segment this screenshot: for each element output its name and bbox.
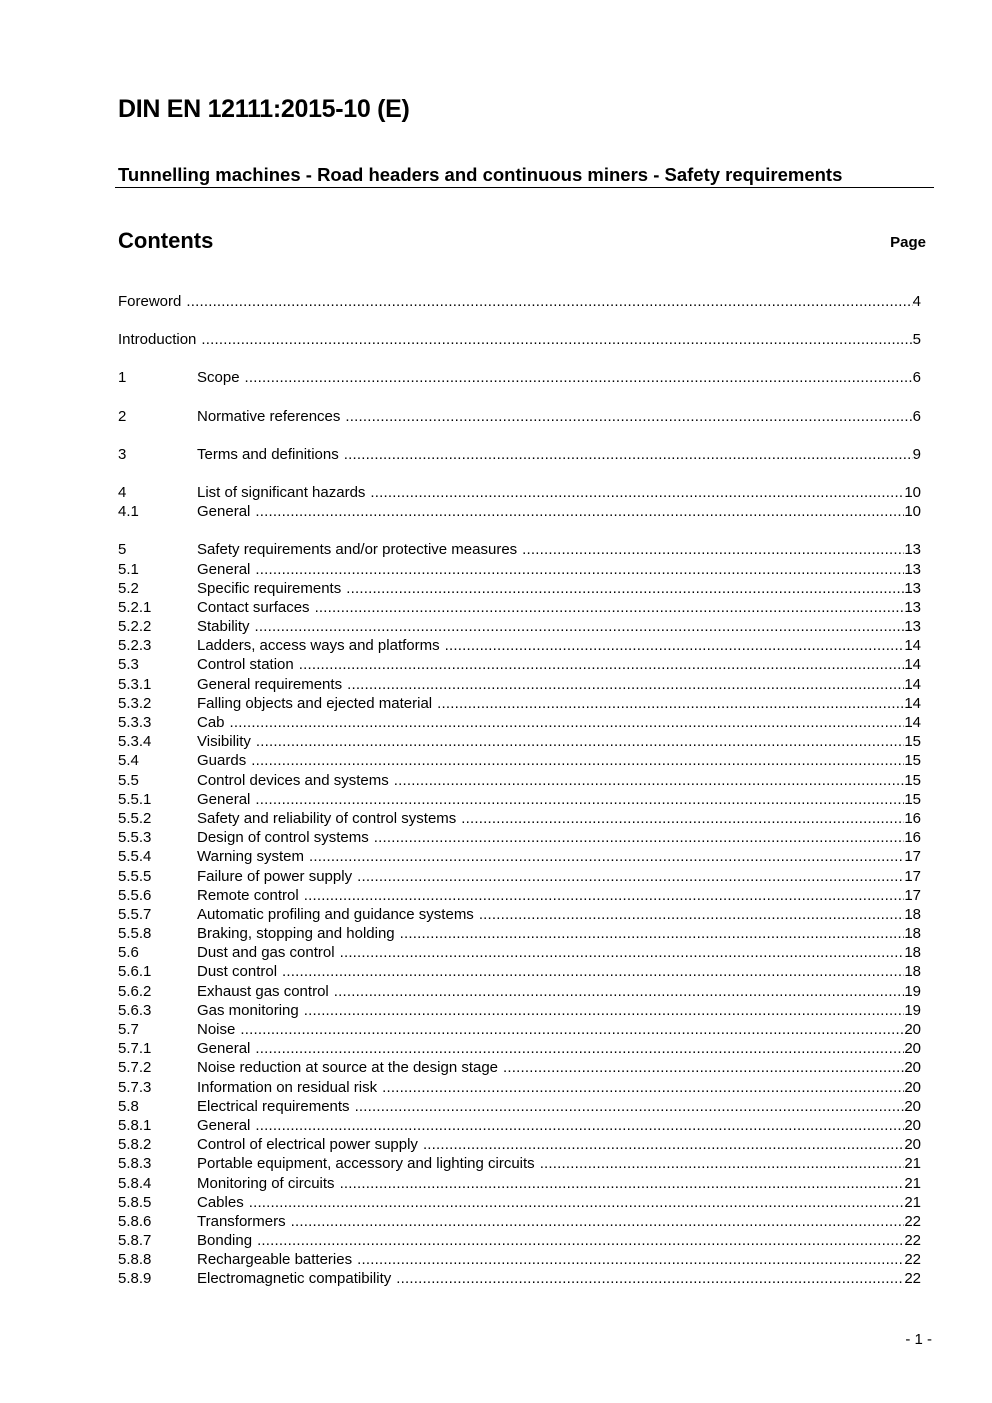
toc-entry-title: List of significant hazards [197, 483, 366, 501]
toc-entry-title: Noise [197, 1021, 236, 1038]
toc-entry[interactable] [118, 886, 921, 905]
toc-dot-leader [400, 924, 905, 943]
toc-entry[interactable] [118, 828, 921, 847]
toc-entry-page: 17 [904, 848, 921, 866]
toc-entry-title: Safety requirements and/or protective measures [197, 541, 518, 559]
toc-entry-page: 13 [904, 541, 921, 559]
toc-entry[interactable] [118, 330, 921, 349]
toc-entry-title: Transformers [197, 1212, 286, 1230]
toc-entry-title: General [197, 790, 251, 808]
toc-dot-leader [370, 483, 904, 502]
toc-entry-number: 5.8.6 [118, 1212, 152, 1230]
toc-entry-number: 5.5.1 [118, 790, 152, 808]
toc-entry-number: 2 [118, 407, 127, 425]
toc-entry[interactable] [118, 809, 921, 828]
toc-dot-leader [255, 502, 904, 521]
toc-entry-page: 16 [904, 829, 921, 847]
toc-entry-page: 16 [904, 809, 921, 827]
page-column-heading: Page [890, 234, 926, 251]
toc-entry-number: 5.2 [118, 579, 139, 597]
toc-entry-title: Dust and gas control [197, 944, 335, 962]
toc-entry-page: 21 [904, 1155, 921, 1173]
toc-entry[interactable] [118, 867, 921, 886]
toc-dot-leader [345, 407, 912, 426]
toc-entry-number: 5.3.1 [118, 675, 152, 693]
toc-entry-title: Contact surfaces [197, 598, 310, 616]
toc-entry[interactable] [118, 368, 921, 387]
toc-entry-title: Foreword [118, 293, 182, 310]
toc-entry-title: Stability [197, 618, 250, 636]
toc-entry-number: 5.8.5 [118, 1193, 152, 1211]
toc-entry[interactable] [118, 407, 921, 426]
toc-entry-page: 20 [904, 1078, 921, 1096]
toc-entry-page: 17 [904, 886, 921, 904]
toc-entry-title: Gas monitoring [197, 1001, 299, 1019]
toc-entry-number: 5.6.1 [118, 963, 152, 981]
toc-dot-leader [291, 1212, 905, 1231]
toc-entry[interactable] [118, 1078, 921, 1097]
toc-entry-page: 6 [912, 369, 921, 387]
toc-entry[interactable] [118, 771, 921, 790]
toc-entry[interactable] [118, 675, 921, 694]
toc-dot-leader [256, 732, 904, 751]
toc-entry-number: 5.8.4 [118, 1174, 152, 1192]
toc-dot-leader [540, 1154, 905, 1173]
toc-entry[interactable] [118, 1097, 921, 1116]
toc-dot-leader [479, 905, 905, 924]
toc-entry-title: Remote control [197, 886, 299, 904]
toc-entry-page: 5 [912, 331, 921, 349]
toc-entry[interactable] [118, 1269, 921, 1288]
toc-dot-leader [394, 771, 905, 790]
toc-entry-title: Visibility [197, 733, 251, 751]
title-divider [115, 187, 934, 188]
toc-dot-leader [255, 560, 904, 579]
toc-dot-leader [201, 330, 912, 349]
toc-entry-page: 20 [904, 1040, 921, 1058]
toc-dot-leader [357, 1250, 904, 1269]
toc-entry-number: 5.8.8 [118, 1251, 152, 1269]
toc-entry-page: 14 [904, 694, 921, 712]
toc-entry-number: 5.7.2 [118, 1059, 152, 1077]
toc-entry[interactable] [118, 713, 921, 732]
toc-entry[interactable] [118, 1001, 921, 1020]
toc-entry[interactable] [118, 1135, 921, 1154]
table-of-contents [118, 292, 921, 1289]
toc-dot-leader [230, 713, 905, 732]
toc-dot-leader [255, 1116, 904, 1135]
toc-entry-title: Portable equipment, accessory and lighting circuits [197, 1155, 535, 1173]
toc-entry[interactable] [118, 751, 921, 770]
toc-entry-number: 5.6.2 [118, 982, 152, 1000]
toc-dot-leader [522, 540, 904, 559]
toc-entry-page: 22 [904, 1232, 921, 1250]
toc-entry-number: 5.7.1 [118, 1040, 152, 1058]
toc-entry-page: 22 [904, 1270, 921, 1288]
toc-entry-page: 22 [904, 1212, 921, 1230]
toc-entry-title: Guards [197, 752, 247, 770]
document-title: Tunnelling machines - Road headers and continuous miners - Safety requirements [118, 164, 843, 185]
toc-dot-leader [382, 1078, 904, 1097]
toc-entry-number: 5.5.5 [118, 867, 152, 885]
toc-entry-page: 18 [904, 963, 921, 981]
toc-entry-page: 14 [904, 675, 921, 693]
toc-entry[interactable] [118, 694, 921, 713]
toc-entry-title: Warning system [197, 848, 304, 866]
toc-entry[interactable] [118, 1250, 921, 1269]
toc-entry-title: Failure of power supply [197, 867, 353, 885]
toc-entry-number: 3 [118, 445, 127, 463]
toc-entry-page: 10 [904, 483, 921, 501]
toc-entry-title: Cab [197, 714, 225, 731]
toc-dot-leader [315, 598, 905, 617]
toc-entry-page: 13 [904, 598, 921, 616]
toc-entry-number: 5.8 [118, 1097, 139, 1115]
toc-entry-page: 20 [904, 1116, 921, 1134]
toc-entry-title: Control of electrical power supply [197, 1136, 418, 1154]
toc-entry-number: 4 [118, 483, 127, 501]
toc-entry[interactable] [118, 655, 921, 674]
toc-dot-leader [255, 1039, 904, 1058]
toc-entry[interactable] [118, 790, 921, 809]
toc-entry[interactable] [118, 560, 921, 579]
toc-dot-leader [347, 675, 904, 694]
toc-entry-title: General [197, 1116, 251, 1134]
toc-entry-number: 5.5.6 [118, 886, 152, 904]
toc-entry[interactable] [118, 924, 921, 943]
toc-dot-leader [249, 1193, 905, 1212]
toc-dot-leader [255, 790, 904, 809]
toc-dot-leader [309, 847, 904, 866]
contents-heading: Contents [118, 228, 214, 253]
toc-dot-leader [344, 445, 913, 464]
toc-entry-page: 21 [904, 1174, 921, 1192]
toc-entry-page: 9 [912, 445, 921, 463]
toc-entry-title: Braking, stopping and holding [197, 925, 395, 943]
toc-dot-leader [245, 368, 913, 387]
toc-entry-page: 14 [904, 637, 921, 655]
toc-entry-page: 13 [904, 579, 921, 597]
toc-dot-leader [357, 867, 904, 886]
toc-entry-number: 5.3.4 [118, 733, 152, 751]
toc-entry-number: 5.8.3 [118, 1155, 152, 1173]
toc-entry-number: 5 [118, 541, 127, 559]
toc-entry-title: General [197, 1040, 251, 1058]
toc-entry[interactable] [118, 598, 921, 617]
toc-entry[interactable] [118, 502, 921, 521]
toc-entry[interactable] [118, 1154, 921, 1173]
toc-entry-title: General [197, 503, 251, 521]
toc-dot-leader [304, 886, 905, 905]
toc-entry-title: Monitoring of circuits [197, 1174, 335, 1192]
toc-entry-page: 15 [904, 752, 921, 770]
toc-entry-page: 20 [904, 1021, 921, 1038]
toc-entry[interactable] [118, 1231, 921, 1250]
toc-entry[interactable] [118, 540, 921, 559]
toc-entry-number: 5.7 [118, 1021, 139, 1038]
toc-entry[interactable] [118, 1039, 921, 1058]
toc-entry-title: General requirements [197, 675, 343, 693]
toc-entry-title: Specific requirements [197, 579, 342, 597]
toc-entry-number: 5.5.8 [118, 925, 152, 943]
toc-entry[interactable] [118, 636, 921, 655]
toc-entry-number: 5.2.1 [118, 598, 152, 616]
toc-entry[interactable] [118, 579, 921, 598]
toc-entry-number: 5.6.3 [118, 1001, 152, 1019]
toc-dot-leader [445, 636, 905, 655]
toc-entry-number: 5.3 [118, 656, 139, 674]
toc-entry-page: 14 [904, 656, 921, 674]
toc-entry-page: 10 [904, 503, 921, 521]
toc-dot-leader [340, 943, 905, 962]
toc-entry-title: Cables [197, 1193, 244, 1211]
toc-entry[interactable] [118, 617, 921, 636]
toc-dot-leader [374, 828, 905, 847]
toc-entry-page: 15 [904, 733, 921, 751]
toc-entry-title: Automatic profiling and guidance systems [197, 905, 474, 923]
toc-entry[interactable] [118, 1020, 921, 1039]
toc-entry-page: 15 [904, 771, 921, 789]
toc-entry-number: 5.1 [118, 560, 139, 578]
toc-entry-title: Electromagnetic compatibility [197, 1270, 392, 1288]
toc-entry[interactable] [118, 905, 921, 924]
toc-dot-leader [346, 579, 904, 598]
toc-entry-title: Terms and definitions [197, 445, 339, 463]
toc-entry-title: Safety and reliability of control systems [197, 809, 457, 827]
toc-entry[interactable] [118, 962, 921, 981]
toc-dot-leader [355, 1097, 905, 1116]
toc-entry-page: 18 [904, 905, 921, 923]
toc-entry-number: 5.5.7 [118, 905, 152, 923]
toc-entry-number: 5.8.2 [118, 1136, 152, 1154]
toc-entry[interactable] [118, 292, 921, 311]
document-id: DIN EN 12111:2015-10 (E) [118, 95, 410, 123]
toc-entry-title: Rechargeable batteries [197, 1251, 353, 1269]
toc-entry-title: Normative references [197, 407, 341, 425]
toc-entry-page: 19 [904, 1001, 921, 1019]
toc-entry-number: 5.2.2 [118, 618, 152, 636]
toc-entry-number: 5.5.3 [118, 829, 152, 847]
toc-entry[interactable] [118, 1174, 921, 1193]
toc-entry-title: Control devices and systems [197, 771, 389, 789]
toc-entry-title: Introduction [118, 331, 197, 349]
toc-entry-title: Ladders, access ways and platforms [197, 637, 440, 655]
toc-entry-page: 4 [912, 293, 921, 310]
toc-dot-leader [257, 1231, 904, 1250]
toc-entry-title: Dust control [197, 963, 278, 981]
toc-entry-title: Information on residual risk [197, 1078, 378, 1096]
toc-entry-title: Noise reduction at source at the design stage [197, 1059, 499, 1077]
toc-entry[interactable] [118, 1116, 921, 1135]
toc-dot-leader [299, 655, 905, 674]
toc-entry-number: 5.7.3 [118, 1078, 152, 1096]
toc-entry-number: 5.3.3 [118, 714, 152, 731]
toc-entry-title: Electrical requirements [197, 1097, 350, 1115]
toc-entry-title: General [197, 560, 251, 578]
toc-dot-leader [423, 1135, 904, 1154]
toc-dot-leader [503, 1058, 904, 1077]
toc-dot-leader [186, 292, 912, 311]
page-number: - 1 - [905, 1331, 932, 1348]
toc-entry-page: 22 [904, 1251, 921, 1269]
toc-entry[interactable] [118, 1212, 921, 1231]
toc-entry-number: 5.3.2 [118, 694, 152, 712]
toc-entry-page: 13 [904, 618, 921, 636]
toc-entry-number: 5.5.4 [118, 848, 152, 866]
toc-entry-title: Bonding [197, 1232, 253, 1250]
toc-dot-leader [461, 809, 904, 828]
toc-entry-number: 5.2.3 [118, 637, 152, 655]
toc-entry[interactable] [118, 1193, 921, 1212]
toc-entry-number: 5.4 [118, 752, 139, 770]
toc-entry-title: Design of control systems [197, 829, 369, 847]
toc-entry-page: 19 [904, 982, 921, 1000]
toc-dot-leader [396, 1269, 904, 1288]
toc-entry-page: 18 [904, 925, 921, 943]
toc-entry-page: 17 [904, 867, 921, 885]
toc-entry-page: 6 [912, 407, 921, 425]
toc-entry-title: Exhaust gas control [197, 982, 329, 1000]
toc-dot-leader [304, 1001, 905, 1020]
toc-entry[interactable] [118, 445, 921, 464]
toc-dot-leader [282, 962, 904, 981]
toc-entry-number: 5.5 [118, 771, 139, 789]
toc-entry[interactable] [118, 732, 921, 751]
toc-entry[interactable] [118, 982, 921, 1001]
toc-entry-page: 14 [904, 714, 921, 731]
toc-entry-number: 5.6 [118, 944, 139, 962]
toc-entry[interactable] [118, 847, 921, 866]
toc-entry[interactable] [118, 1058, 921, 1077]
toc-dot-leader [340, 1174, 905, 1193]
toc-entry-number: 1 [118, 369, 127, 387]
toc-entry-page: 20 [904, 1136, 921, 1154]
toc-entry-title: Falling objects and ejected material [197, 694, 433, 712]
toc-dot-leader [251, 751, 904, 770]
toc-entry-page: 20 [904, 1059, 921, 1077]
toc-entry-page: 18 [904, 944, 921, 962]
toc-entry-page: 15 [904, 790, 921, 808]
toc-entry-number: 4.1 [118, 503, 139, 521]
toc-entry-number: 5.8.7 [118, 1232, 152, 1250]
toc-dot-leader [437, 694, 904, 713]
toc-entry-title: Control station [197, 656, 294, 674]
toc-entry[interactable] [118, 483, 921, 502]
toc-entry[interactable] [118, 943, 921, 962]
toc-entry-page: 21 [904, 1193, 921, 1211]
toc-entry-page: 13 [904, 560, 921, 578]
toc-dot-leader [255, 617, 905, 636]
toc-entry-number: 5.8.9 [118, 1270, 152, 1288]
toc-entry-page: 20 [904, 1097, 921, 1115]
toc-entry-number: 5.5.2 [118, 809, 152, 827]
toc-dot-leader [334, 982, 905, 1001]
toc-entry-title: Scope [197, 369, 240, 387]
toc-dot-leader [240, 1020, 904, 1039]
toc-entry-number: 5.8.1 [118, 1116, 152, 1134]
